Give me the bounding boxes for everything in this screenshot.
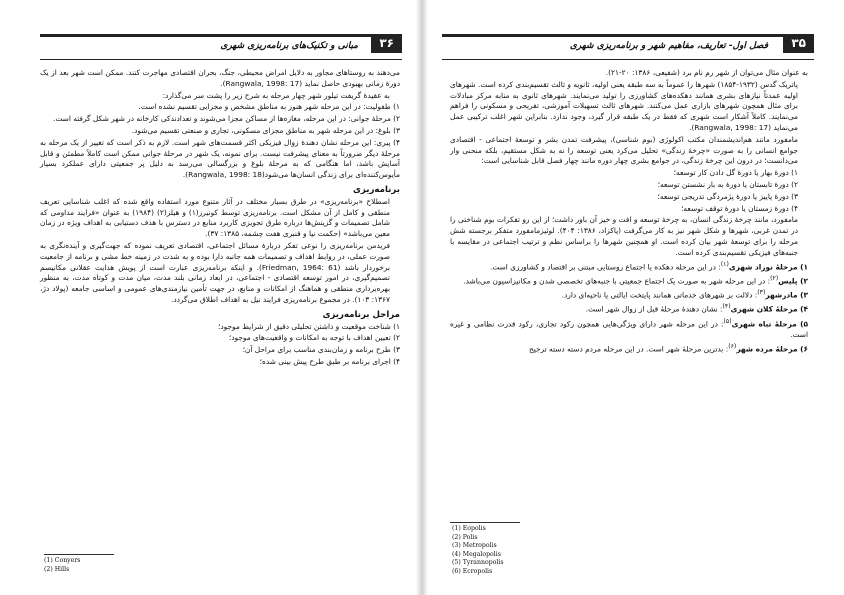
paragraph: فریدمن برنامه‌ریزی را نوعی تفکر دربارهٔ مسائل اجتماعی، اقتصادی تعریف نموده که جهت‌گیری و آینده‌نگری به صورت عملی، در روابط اهداف و تصمیمات همه جانبه دارا بوده و به شدت در زمینه خط مشی و برنامه از جامعیت برخوردار باشد (Friedman, 1964: 61). و اینکه برنامه‌ریزی عبارت است از پویش هدایت عقلانی مکانیسم تصمیم‌گیری، در امور توسعه اقتصادی - اجتماعی، در ابعاد زمانی بلند مدت، میان مدت و کوتاه مدت، به منظور بهره‌برداری منطقی و هماهنگ از امکانات و منابع، در جهت تأمین نیازمندی‌های عمومی و اساسی جامعه (پولاد دژ، ۱۳۶۷: ۱۰۳). در مجموع برنامه‌ریزی فرایند نیل به اهداف اطلاق می‌گردد.: [40, 240, 390, 304]
running-head-title: فصل اول- تعاریف، مفاهیم شهر و برنامه‌ریزی شهری: [569, 41, 768, 51]
stage-label: ۶) مرحلهٔ مرده شهر: [736, 344, 808, 354]
footnote: (4) Megalopolis: [452, 550, 501, 558]
footnotes: [44, 557, 80, 574]
stage-text: : در این مرحله شهر به صورت یک اجتماع جمعیتی با جنبه‌های تخصصی شدن و مکانیزاسیون می‌باشد.: [463, 276, 771, 286]
footnote-rule: [44, 554, 114, 555]
running-header: [442, 34, 814, 60]
list-item: ۱) طفولیت: در این مرحله شهر هنوز به مناطق مشخص و مجزایی تقسیم نشده است.: [138, 102, 400, 112]
list-item: ۳) دورهٔ پاییز یا دورهٔ پژمردگی تدریجی توسعه؛: [657, 191, 798, 201]
footnote-marker: (۳): [757, 289, 766, 297]
paragraph: به عقیدهٔ گریفت تیلور شهر چهار مرحله به شرح زیر را پشت سر می‌گذارد:: [162, 90, 390, 100]
stage-item: [450, 342, 808, 355]
page-body: [450, 68, 808, 356]
footnote-marker: (۶): [728, 342, 737, 350]
footnote: (2) Polis: [452, 533, 478, 541]
paragraph: می‌دهند به روستاهای مجاور به دلایل امراض محیطی، جنگ، بحران اقتصادی مهاجرت کنند. ممکن است شهر بعد از یک دورهٔ زمانی بهبودی حاصل نماید (Rangwala, 1998: 17).: [40, 68, 400, 88]
footnote: (1) Conyers: [44, 557, 81, 564]
list-item: ۱) شناخت موقعیت و داشتن تحلیلی دقیق از شرایط موجود؛: [218, 321, 400, 331]
footnote: (6) Ecropolis: [452, 567, 493, 575]
footnote: (2) Hills: [44, 565, 70, 573]
stage-item: [450, 274, 808, 287]
section-heading: برنامه‌ریزی: [353, 184, 400, 195]
list-item: ۴) پیری: این مرحله نشان دهندهٔ زوال فیزیکی اکثر قسمت‌های شهر است. لازم به ذکر است که تغییر از یک مرحله به مرحلهٔ دیگر ضرورتاً به معنای پیشرفت نیست. برای نمونه، یک شهر در مرحلهٔ جوانی ممکن است کاملاً مطمئن و قابل آسایش باشد، اما هنگامی که به مرحلهٔ بلوغ و بزرگسالی می‌رسد به دلیل پر جمعیتی دارای عملکرد بسیار مأیوس‌کننده‌ای برای زندگی انسان‌ها می‌شود(Rangwala, 1998: 18).: [40, 137, 400, 180]
footnote-marker: (۵): [723, 317, 732, 325]
list-item: ۲) دورهٔ تابستان یا دورهٔ به بار نشستن توسعه؛: [657, 179, 798, 189]
paragraph: اصطلاح «برنامه‌ریزی» در طرق بسیار مختلف در آثار متنوع مورد استفاده واقع شده که اغلب شناسایی تعریف منطقی و کامل از آن مشکل است. برنامه‌ریزی توسط کونیرز(۱) و هیلز(۲) (۱۹۸۴) به عنوان «فرایند مداومی که شامل تصمیمات و گزینش‌ها درباره طرق تجویزی کاربرد منابع در دسترس با هدف دستیابی به اهداف ویژه در زمان معین می‌باشد» (حکمت نیا و قنبری هفت چشمه، ۱۳۸۵: ۳۷).: [40, 196, 391, 239]
stage-label: ۵) مرحلهٔ تباه شهری: [731, 319, 808, 329]
section-heading: مراحل برنامه‌ریزی: [322, 309, 400, 320]
stage-text: : دلالت بر شهرهای خدماتی همانند پایتخت ایالتی یا ناحیه‌ای دارد.: [561, 290, 758, 300]
paragraph: به عنوان مثال می‌توان از شهر رم نام برد (شفیعی، ۱۳۸۶: ۲۰-۲۱).: [605, 68, 808, 77]
stage-label: ۲) پلیس: [778, 276, 808, 286]
page-body: [40, 68, 400, 369]
stage-text: : نشان دهندهٔ مرحلهٔ قبل از زوال شهر است.: [585, 304, 723, 314]
stage-item: [450, 317, 808, 341]
footnote: (3) Metropolis: [452, 542, 497, 550]
paragraph: مامفورد، مانند چرخهٔ زندگی انسان، به چرخهٔ توسعه و افت و خیز آن باور داشت؛ از این رو تفکرات بوم شناختی را در تمدن غربی، شهرها و شکل شهر نیز به کار می‌گرفت (پاکزاد، ۱۳۸۶: ۴۰۴). لوئیزمامفورد متفکر برجسته شش مرحله را برای توسعهٔ شهر بیان کرده است. او همچنین شهرها را براساس نظم و ترتیب اجتماعی در مقایسه با جنبه‌های فیزیکی تقسیم‌بندی کرده است.: [450, 215, 798, 257]
footnote: (5) Tyrannopolis: [452, 559, 504, 567]
stage-item: [450, 260, 808, 273]
page-number: ۳۵: [783, 34, 814, 53]
footnotes: [452, 525, 504, 577]
stage-item: [450, 288, 808, 301]
footnote: (1) Eopolis: [452, 525, 486, 532]
stage-label: ۴) مرحلهٔ کلان شهری: [730, 304, 808, 314]
right-page: [422, 0, 844, 595]
list-item: ۴) اجرای برنامه بر طبق طرح پیش بینی شده؛: [259, 356, 400, 366]
running-header: [40, 34, 402, 60]
stage-text: : بدترین مرحلهٔ شهر است. در این مرحله مردم دسته دسته ترجیح: [528, 344, 729, 354]
list-item: ۱) دورهٔ بهار یا دورهٔ گل دادن کار توسعه؛: [673, 168, 798, 178]
stage-text: : در این مرحله شهر دارای ویژگی‌هایی همچون رکود تجاری، رکود قدرت نظامی و غیره است.: [450, 319, 808, 339]
list-item: ۴) دورهٔ زمستان یا دورهٔ توقف توسعه؛: [681, 203, 798, 213]
footnote-marker: (۴): [722, 303, 731, 311]
stage-label: ۳) مادرشهر: [765, 290, 808, 300]
page-number: ۳۶: [371, 34, 402, 53]
paragraph: پاتریک گدس (۱۹۳۲-۱۸۵۴) شهرها را عموماً به سه طبقه یعنی اولیه، ثانویه و ثالث تقسیم‌بندی کرده است. شهرهای اولیه عمدتاً نیازهای بشری همانند دهکده‌های کشاورزی را تولید می‌نمایند. شهرهای ثانوی به منابه مرکز مبادلات برای مثال همچون شهرهای بازاری عمل می‌کنند. شهرهای ثالث تسهیلات آموزشی، تفریحی و مسکونی را فراهم می‌نمایند. کاملاً آشکار است شهری که فقط در یک طبقه قرار گیرد، وجود ندارد. بنابراین شهر اغلب ترکیبی عمل می‌نماید (Rangwala, 1998: 17).: [450, 79, 798, 132]
footnote-marker: (۱): [720, 260, 729, 268]
stage-text: : در این مرحله دهکده یا اجتماع روستایی مبتنی بر اقتصاد و کشاورزی است.: [489, 262, 721, 272]
list-item: ۲) تعیین اهداف با توجه به امکانات و واقعیت‌های موجود؛: [228, 333, 400, 343]
stage-item: [450, 302, 808, 315]
paragraph: مامفورد مانند هم‌اندیشمندان مکتب اکولوژی (بوم شناسی)، پیشرفت تمدن بشر و توسعهٔ اجتماعی - اقتصادی جوامع انسانی را به صورت «چرخهٔ زندگی» تحلیل می‌کرد یعنی توسعه را نه به شکل مستقیم، بلکه منحنی وار می‌دانست؛ در درون این چرخهٔ زندگی، در جوامع بشری چهار دوره مانند چهار فصل قابل شناسایی است:: [450, 134, 798, 166]
stage-label: ۱) مرحلهٔ نوزاد شهری: [728, 262, 808, 272]
list-item: ۳) بلوغ: در این مرحله شهر به مناطق مجزای مسکونی، تجاری و صنعتی تقسیم می‌شود.: [131, 125, 400, 135]
footnote-rule: [450, 522, 520, 523]
list-item: ۳) طرح برنامه و زمان‌بندی مناسب برای مراحل آن؛: [242, 345, 400, 355]
running-head-title: مبانی و تکنیک‌های برنامه‌ریزی شهری: [220, 41, 358, 51]
list-item: ۲) مرحلهٔ جوانی: در این مرحله، مغازه‌ها از مساکن مجزا می‌شوند و تعدادندکی کارخانه در شهر شکل گرفته است.: [53, 114, 400, 124]
footnote-marker: (۲): [770, 274, 779, 282]
